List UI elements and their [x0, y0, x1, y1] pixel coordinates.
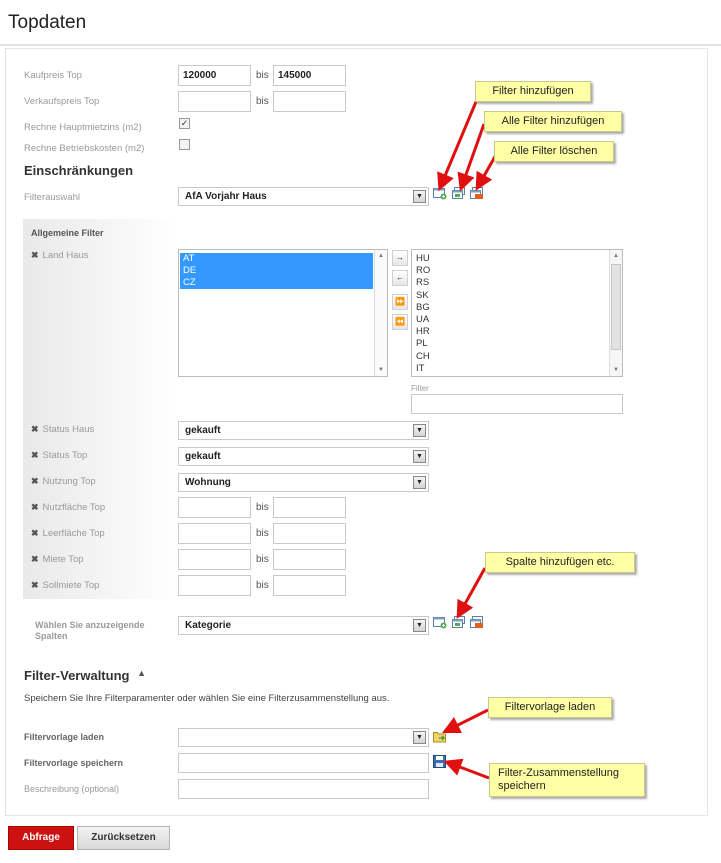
- leerflaeche-from-input[interactable]: [178, 523, 251, 544]
- available-country-item[interactable]: HU: [416, 253, 430, 264]
- add-all-columns-icon[interactable]: [452, 616, 466, 629]
- collapse-triangle-icon[interactable]: ▲: [137, 668, 147, 678]
- verkaufspreis-to-input[interactable]: [273, 91, 346, 112]
- save-floppy-icon[interactable]: [433, 755, 447, 768]
- nutzflaeche-row-label: [31, 502, 105, 513]
- einschraenkungen-heading: Einschränkungen: [24, 163, 134, 178]
- available-countries-items: [412, 250, 622, 375]
- spalten-label-line2: Spalten: [35, 631, 68, 641]
- verkaufspreis-bis-label: bis: [256, 96, 269, 107]
- vorlage-laden-label: Filtervorlage laden: [24, 732, 105, 742]
- delete-all-filters-icon[interactable]: [470, 187, 484, 200]
- filter-verwaltung-description: Speichern Sie Ihre Filterparamenter oder wählen Sie eine Filterzusammenstellung aus.: [24, 693, 390, 704]
- kaufpreis-to-input[interactable]: 145000: [273, 65, 346, 86]
- available-country-item[interactable]: SK: [416, 289, 429, 301]
- list-filter-input[interactable]: [411, 394, 623, 414]
- chevron-down-icon: ▼: [413, 731, 426, 744]
- remove-filter-icon[interactable]: ✖: [31, 528, 39, 538]
- add-filter-icon[interactable]: [433, 187, 447, 200]
- available-country-item[interactable]: UA: [416, 314, 430, 326]
- move-all-right-button[interactable]: ⏩: [392, 294, 408, 310]
- nutzung-top-row-label: [31, 476, 96, 487]
- beschreibung-label: Beschreibung (optional): [24, 784, 120, 794]
- spalten-value: Kategorie: [185, 620, 232, 631]
- selected-country-item[interactable]: CZ: [180, 277, 373, 289]
- filter-verwaltung-heading: [24, 668, 146, 683]
- allgemeine-filter-heading: Allgemeine Filter: [31, 228, 104, 238]
- nutzung-top-label: Nutzung Top: [42, 476, 96, 487]
- available-list-scrollbar[interactable]: [609, 250, 622, 376]
- scroll-thumb[interactable]: [611, 264, 621, 350]
- chevron-down-icon: ▼: [413, 619, 426, 632]
- status-top-select[interactable]: [178, 447, 429, 466]
- remove-filter-icon[interactable]: ✖: [31, 250, 39, 260]
- callout-filter-hinzufuegen: Filter hinzufügen: [475, 81, 591, 102]
- hauptmietzins-checkbox[interactable]: ✓: [180, 118, 189, 128]
- leerflaeche-bis-label: bis: [256, 528, 269, 539]
- status-haus-select[interactable]: [178, 421, 429, 440]
- scroll-down-icon[interactable]: ▼: [378, 367, 384, 373]
- spalten-select[interactable]: [178, 616, 429, 635]
- callout-filtervorlage-laden: Filtervorlage laden: [488, 697, 612, 718]
- land-haus-row-label: [31, 250, 89, 261]
- kaufpreis-from-input[interactable]: 120000: [178, 65, 251, 86]
- leerflaeche-row-label: [31, 528, 105, 539]
- land-haus-label: Land Haus: [42, 250, 89, 261]
- status-top-value: gekauft: [185, 451, 221, 462]
- vorlage-speichern-label: Filtervorlage speichern: [24, 758, 124, 768]
- sollmiete-row-label: [31, 580, 99, 591]
- move-all-left-button[interactable]: ⏪: [392, 314, 408, 330]
- allgemeine-filter-panel: [23, 219, 178, 599]
- selected-countries-list[interactable]: [178, 249, 388, 377]
- callout-zusammenstellung-line2: speichern: [498, 780, 546, 792]
- status-haus-label: Status Haus: [42, 424, 95, 435]
- available-countries-list[interactable]: [411, 249, 623, 377]
- spalten-label-line1: Wählen Sie anzuzeigende: [35, 620, 145, 630]
- remove-filter-icon[interactable]: ✖: [31, 554, 39, 564]
- callout-alle-filter-loeschen: Alle Filter löschen: [494, 141, 614, 162]
- filter-verwaltung-title: Filter-Verwaltung: [24, 668, 130, 683]
- nutzung-top-value: Wohnung: [185, 477, 231, 488]
- nutzflaeche-from-input[interactable]: [178, 497, 251, 518]
- miete-bis-label: bis: [256, 554, 269, 565]
- chevron-down-icon: ▼: [413, 424, 426, 437]
- beschreibung-input[interactable]: [178, 779, 429, 799]
- available-country-item[interactable]: CH: [416, 350, 430, 362]
- spalten-label: [35, 620, 145, 642]
- remove-filter-icon[interactable]: ✖: [31, 424, 39, 434]
- scroll-down-icon[interactable]: ▼: [613, 367, 619, 373]
- callout-spalte-hinzufuegen: Spalte hinzufügen etc.: [485, 552, 635, 573]
- callout-alle-filter-hinzufuegen: Alle Filter hinzufügen: [484, 111, 622, 132]
- add-column-icon[interactable]: [433, 616, 447, 629]
- list-filter-label: Filter: [411, 384, 429, 393]
- remove-filter-icon[interactable]: ✖: [31, 580, 39, 590]
- sollmiete-from-input[interactable]: [178, 575, 251, 596]
- callout-zusammenstellung-line1: Filter-Zusammenstellung: [498, 767, 620, 779]
- remove-filter-icon[interactable]: ✖: [31, 476, 39, 486]
- sollmiete-bis-label: bis: [256, 580, 269, 591]
- nutzflaeche-label: Nutzfläche Top: [42, 502, 106, 513]
- nutzflaeche-bis-label: bis: [256, 502, 269, 513]
- remove-filter-icon[interactable]: ✖: [31, 502, 39, 512]
- selected-country-item[interactable]: AT: [180, 253, 373, 265]
- available-country-item[interactable]: BG: [416, 301, 430, 313]
- miete-row-label: [31, 554, 84, 565]
- vorlage-speichern-input[interactable]: [178, 753, 429, 773]
- miete-from-input[interactable]: [178, 549, 251, 570]
- selected-country-item[interactable]: DE: [180, 265, 373, 277]
- betriebskosten-label: Rechne Betriebskosten (m2): [24, 143, 145, 154]
- load-template-icon[interactable]: [433, 730, 447, 743]
- abfrage-button[interactable]: Abfrage: [8, 826, 74, 850]
- filterauswahl-select[interactable]: [178, 187, 429, 206]
- available-country-item[interactable]: IT: [416, 362, 425, 374]
- callout-zusammenstellung-speichern: [489, 763, 645, 797]
- move-right-button[interactable]: →: [392, 250, 408, 266]
- sollmiete-to-input[interactable]: [273, 575, 346, 596]
- leerflaeche-label: Leerfläche Top: [42, 528, 105, 539]
- add-all-filters-icon[interactable]: [452, 187, 466, 200]
- title-divider: [0, 44, 721, 46]
- sollmiete-label: Sollmiete Top: [42, 580, 100, 591]
- delete-all-columns-icon[interactable]: [470, 616, 484, 629]
- kaufpreis-bis-label: bis: [256, 70, 269, 81]
- verkaufspreis-from-input[interactable]: [178, 91, 251, 112]
- miete-to-input[interactable]: [273, 549, 346, 570]
- kaufpreis-label: Kaufpreis Top: [24, 70, 82, 81]
- move-left-button[interactable]: ←: [392, 270, 408, 286]
- chevron-down-icon: ▼: [413, 190, 426, 203]
- selected-countries-items: [179, 250, 387, 289]
- filterauswahl-value: AfA Vorjahr Haus: [185, 191, 267, 202]
- verkaufspreis-label: Verkaufspreis Top: [24, 96, 100, 107]
- zuruecksetzen-button[interactable]: Zurücksetzen: [77, 826, 170, 850]
- page-title: Topdaten: [8, 12, 87, 33]
- miete-label: Miete Top: [42, 554, 84, 565]
- scroll-up-icon[interactable]: ▲: [613, 253, 619, 259]
- vorlage-laden-select[interactable]: [178, 728, 429, 747]
- status-haus-value: gekauft: [185, 425, 221, 436]
- nutzflaeche-to-input[interactable]: [273, 497, 346, 518]
- betriebskosten-checkbox[interactable]: [179, 139, 190, 150]
- chevron-down-icon: ▼: [413, 476, 426, 489]
- available-country-item[interactable]: RS: [416, 277, 430, 289]
- status-top-label: Status Top: [42, 450, 88, 461]
- remove-filter-icon[interactable]: ✖: [31, 450, 39, 460]
- status-top-row-label: [31, 450, 87, 461]
- leerflaeche-to-input[interactable]: [273, 523, 346, 544]
- available-country-item[interactable]: HR: [416, 326, 430, 338]
- nutzung-top-select[interactable]: [178, 473, 429, 492]
- selected-list-scrollbar[interactable]: [374, 250, 387, 376]
- available-country-item[interactable]: PL: [416, 338, 428, 350]
- available-country-item[interactable]: RO: [416, 265, 431, 277]
- filterauswahl-label: Filterauswahl: [24, 192, 80, 203]
- chevron-down-icon: ▼: [413, 450, 426, 463]
- status-haus-row-label: [31, 424, 94, 435]
- scroll-up-icon[interactable]: ▲: [378, 253, 384, 259]
- hauptmietzins-label: Rechne Hauptmietzins (m2): [24, 122, 142, 133]
